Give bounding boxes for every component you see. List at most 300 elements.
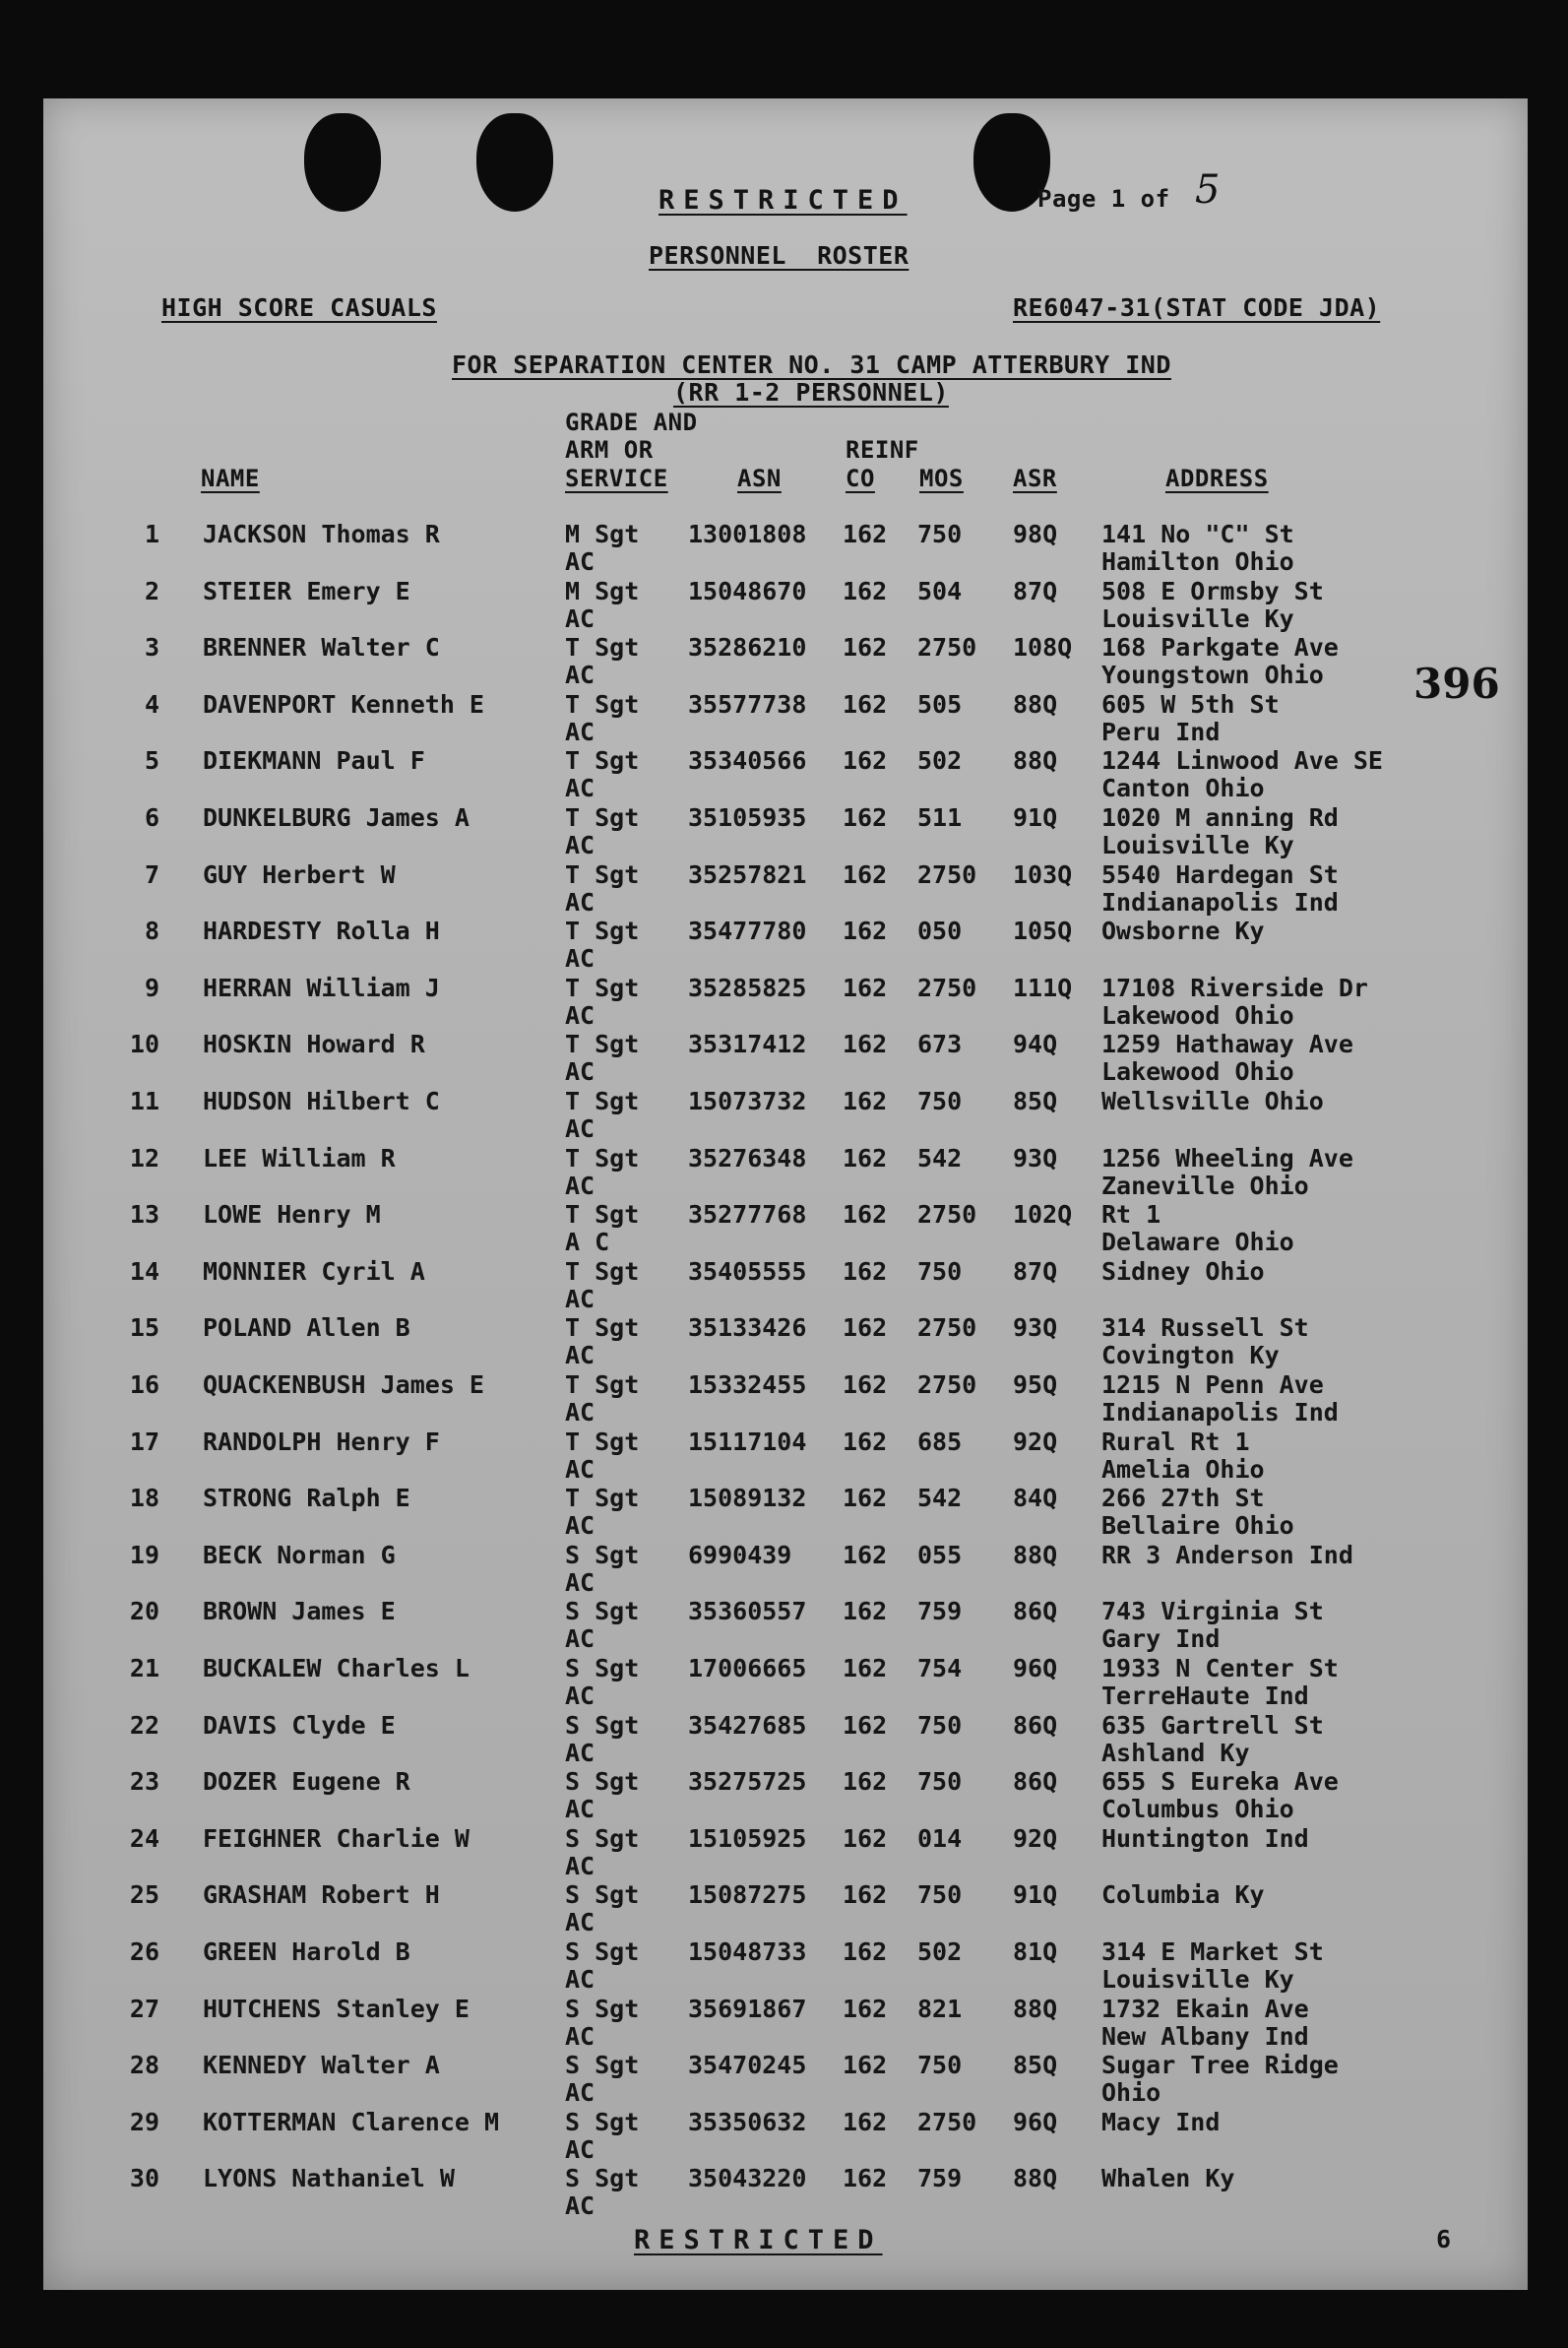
row-mos: 750 xyxy=(917,1087,963,1115)
stamped-number: 396 xyxy=(1413,660,1500,708)
row-number: 23 xyxy=(129,1767,159,1797)
row-arm-service: AC xyxy=(565,1171,596,1200)
row-name: HARDESTY Rolla H xyxy=(203,917,440,946)
row-number: 13 xyxy=(129,1200,159,1230)
row-address-line2: Indianapolis Ind xyxy=(1101,1398,1339,1427)
row-asr: 98Q xyxy=(1013,520,1058,548)
table-row xyxy=(43,2108,1528,2165)
row-address-line1: 1020 M anning Rd xyxy=(1101,803,1339,832)
row-asr: 81Q xyxy=(1013,1937,1058,1966)
row-name: DAVENPORT Kenneth E xyxy=(203,689,484,719)
page-total-handwritten: 5 xyxy=(1195,167,1221,213)
table-row xyxy=(43,2164,1528,2221)
row-co: 162 xyxy=(843,2164,888,2193)
row-grade: S Sgt xyxy=(565,2051,640,2080)
row-address-line2: New Albany Ind xyxy=(1101,2021,1309,2051)
row-co: 162 xyxy=(843,973,888,1002)
row-grade: T Sgt xyxy=(565,633,640,663)
row-address-line1: Rural Rt 1 xyxy=(1101,1427,1250,1456)
row-asn: 17006665 xyxy=(688,1654,807,1682)
row-asr: 93Q xyxy=(1013,1143,1058,1173)
row-mos: 2750 xyxy=(917,633,977,663)
table-row xyxy=(43,1370,1528,1428)
row-co: 162 xyxy=(843,917,888,946)
row-asr: 93Q xyxy=(1013,1313,1058,1343)
row-arm-service: AC xyxy=(565,1908,596,1937)
row-asr: 103Q xyxy=(1013,859,1073,889)
row-asn: 15105925 xyxy=(688,1823,807,1853)
row-grade: T Sgt xyxy=(565,1030,640,1059)
row-co: 162 xyxy=(843,1994,888,2023)
table-row xyxy=(43,1711,1528,1768)
row-arm-service: AC xyxy=(565,661,596,690)
row-grade: M Sgt xyxy=(565,576,640,605)
row-co: 162 xyxy=(843,1540,888,1569)
row-grade: M Sgt xyxy=(565,520,640,548)
row-asn: 35043220 xyxy=(688,2164,807,2193)
row-arm-service: AC xyxy=(565,2134,596,2164)
row-grade: T Sgt xyxy=(565,746,640,776)
row-arm-service: AC xyxy=(565,1398,596,1427)
row-mos: 055 xyxy=(917,1540,963,1569)
row-arm-service: AC xyxy=(565,1341,596,1370)
row-name: HERRAN William J xyxy=(203,973,440,1002)
row-grade: S Sgt xyxy=(565,1597,640,1626)
punch-hole xyxy=(304,113,381,212)
table-row xyxy=(43,1030,1528,1087)
row-asn: 15089132 xyxy=(688,1484,807,1513)
row-name: MONNIER Cyril A xyxy=(203,1256,425,1286)
row-arm-service: AC xyxy=(565,717,596,746)
row-asr: 108Q xyxy=(1013,633,1073,663)
row-asr: 91Q xyxy=(1013,803,1058,832)
row-mos: 505 xyxy=(917,689,963,719)
row-asn: 35691867 xyxy=(688,1994,807,2023)
unit-title: HIGH SCORE CASUALS xyxy=(161,293,437,322)
row-address-line2: Zaneville Ohio xyxy=(1101,1171,1309,1200)
row-grade: T Sgt xyxy=(565,1200,640,1230)
row-arm-service: AC xyxy=(565,1284,596,1313)
row-number: 25 xyxy=(129,1880,159,1910)
row-asr: 96Q xyxy=(1013,1654,1058,1682)
row-address-line1: Wellsville Ohio xyxy=(1101,1087,1324,1115)
row-number: 24 xyxy=(129,1823,159,1853)
row-asr: 95Q xyxy=(1013,1370,1058,1399)
row-name: GRASHAM Robert H xyxy=(203,1880,440,1910)
col-asr: ASR xyxy=(1013,465,1057,492)
row-address-line2: Louisville Ky xyxy=(1101,831,1294,859)
stat-code: RE6047-31(STAT CODE JDA) xyxy=(1013,293,1381,322)
row-arm-service: AC xyxy=(565,831,596,859)
row-asn: 35285825 xyxy=(688,973,807,1002)
row-co: 162 xyxy=(843,1200,888,1230)
row-address-line2: Ashland Ky xyxy=(1101,1738,1250,1767)
row-mos: 542 xyxy=(917,1484,963,1513)
row-grade: T Sgt xyxy=(565,917,640,946)
row-asr: 92Q xyxy=(1013,1427,1058,1456)
row-number: 12 xyxy=(129,1143,159,1173)
row-number: 30 xyxy=(129,2164,159,2193)
row-co: 162 xyxy=(843,1823,888,1853)
row-address-line1: Macy Ind xyxy=(1101,2107,1221,2136)
table-row xyxy=(43,746,1528,803)
separation-center: FOR SEPARATION CENTER NO. 31 CAMP ATTERBURY IND xyxy=(452,350,1171,379)
table-row xyxy=(43,1541,1528,1598)
row-name: JACKSON Thomas R xyxy=(203,520,440,548)
row-asr: 86Q xyxy=(1013,1597,1058,1626)
row-mos: 750 xyxy=(917,520,963,548)
row-address-line1: 1259 Hathaway Ave xyxy=(1101,1030,1353,1059)
row-asn: 13001808 xyxy=(688,520,807,548)
row-asr: 105Q xyxy=(1013,917,1073,946)
row-asr: 102Q xyxy=(1013,1200,1073,1230)
row-address-line1: 1244 Linwood Ave SE xyxy=(1101,746,1383,776)
row-mos: 750 xyxy=(917,1880,963,1910)
table-row xyxy=(43,974,1528,1031)
row-address-line1: 1256 Wheeling Ave xyxy=(1101,1143,1353,1173)
row-grade: T Sgt xyxy=(565,1143,640,1173)
row-co: 162 xyxy=(843,689,888,719)
row-asn: 35286210 xyxy=(688,633,807,663)
row-address-line2: Delaware Ohio xyxy=(1101,1228,1294,1257)
row-address-line2: Indianapolis Ind xyxy=(1101,887,1339,917)
row-co: 162 xyxy=(843,1654,888,1682)
row-name: LYONS Nathaniel W xyxy=(203,2164,455,2193)
table-row xyxy=(43,1995,1528,2052)
row-address-line1: 655 S Eureka Ave xyxy=(1101,1767,1339,1797)
row-number: 9 xyxy=(144,973,159,1002)
row-name: DIEKMANN Paul F xyxy=(203,746,425,776)
row-co: 162 xyxy=(843,2051,888,2080)
row-arm-service: AC xyxy=(565,1114,596,1143)
col-mos: MOS xyxy=(919,465,964,492)
row-mos: 2750 xyxy=(917,973,977,1002)
row-arm-service: AC xyxy=(565,603,596,633)
row-mos: 821 xyxy=(917,1994,963,2023)
row-name: DUNKELBURG James A xyxy=(203,803,470,832)
row-name: POLAND Allen B xyxy=(203,1313,410,1343)
row-address-line1: Sugar Tree Ridge xyxy=(1101,2051,1339,2080)
row-address-line1: Huntington Ind xyxy=(1101,1823,1309,1853)
row-asn: 35477780 xyxy=(688,917,807,946)
row-address-line2: Bellaire Ohio xyxy=(1101,1511,1294,1541)
row-name: RANDOLPH Henry F xyxy=(203,1427,440,1456)
row-arm-service: AC xyxy=(565,1738,596,1767)
row-grade: T Sgt xyxy=(565,973,640,1002)
table-row xyxy=(43,690,1528,747)
table-row xyxy=(43,860,1528,918)
row-co: 162 xyxy=(843,1030,888,1059)
row-asn: 35470245 xyxy=(688,2051,807,2080)
row-name: GREEN Harold B xyxy=(203,1937,410,1966)
row-grade: S Sgt xyxy=(565,1767,640,1797)
row-number: 22 xyxy=(129,1710,159,1740)
row-name: DOZER Eugene R xyxy=(203,1767,410,1797)
table-row xyxy=(43,2051,1528,2108)
row-asn: 35340566 xyxy=(688,746,807,776)
row-address-line1: 141 No "C" St xyxy=(1101,520,1294,548)
row-asr: 85Q xyxy=(1013,1087,1058,1115)
row-address-line1: Whalen Ky xyxy=(1101,2164,1235,2193)
row-mos: 502 xyxy=(917,746,963,776)
row-number: 10 xyxy=(129,1030,159,1059)
row-address-line2: Columbus Ohio xyxy=(1101,1795,1294,1824)
row-mos: 673 xyxy=(917,1030,963,1059)
row-address-line1: 508 E Ormsby St xyxy=(1101,576,1324,605)
table-row xyxy=(43,1313,1528,1370)
row-mos: 750 xyxy=(917,2051,963,2080)
row-asr: 96Q xyxy=(1013,2107,1058,2136)
row-arm-service: AC xyxy=(565,774,596,803)
row-number: 19 xyxy=(129,1540,159,1569)
row-mos: 685 xyxy=(917,1427,963,1456)
row-grade: S Sgt xyxy=(565,1823,640,1853)
table-row xyxy=(43,1087,1528,1144)
row-asn: 35275725 xyxy=(688,1767,807,1797)
row-co: 162 xyxy=(843,1370,888,1399)
row-grade: T Sgt xyxy=(565,1370,640,1399)
row-mos: 2750 xyxy=(917,1313,977,1343)
row-address-line1: Owsborne Ky xyxy=(1101,917,1265,946)
table-row xyxy=(43,1597,1528,1654)
row-number: 18 xyxy=(129,1484,159,1513)
row-arm-service: AC xyxy=(565,547,596,576)
row-address-line1: 1933 N Center St xyxy=(1101,1654,1339,1682)
row-co: 162 xyxy=(843,1597,888,1626)
col-service: SERVICE xyxy=(565,465,668,492)
table-row xyxy=(43,1144,1528,1201)
row-mos: 2750 xyxy=(917,859,977,889)
col-name: NAME xyxy=(201,465,260,492)
row-mos: 542 xyxy=(917,1143,963,1173)
row-address-line2: Amelia Ohio xyxy=(1101,1454,1265,1484)
row-address-line1: 605 W 5th St xyxy=(1101,689,1280,719)
row-mos: 754 xyxy=(917,1654,963,1682)
row-address-line1: 1732 Ekain Ave xyxy=(1101,1994,1309,2023)
punch-hole xyxy=(476,113,553,212)
row-arm-service: AC xyxy=(565,1567,596,1597)
row-mos: 504 xyxy=(917,576,963,605)
row-grade: T Sgt xyxy=(565,1087,640,1115)
row-name: LEE William R xyxy=(203,1143,396,1173)
row-asn: 35277768 xyxy=(688,1200,807,1230)
row-grade: S Sgt xyxy=(565,1654,640,1682)
row-number: 20 xyxy=(129,1597,159,1626)
row-name: BECK Norman G xyxy=(203,1540,396,1569)
row-arm-service: AC xyxy=(565,2021,596,2051)
row-grade: T Sgt xyxy=(565,689,640,719)
row-number: 1 xyxy=(144,520,159,548)
row-grade: T Sgt xyxy=(565,859,640,889)
row-address-line2: Canton Ohio xyxy=(1101,774,1265,803)
row-asr: 88Q xyxy=(1013,689,1058,719)
page-label: Page 1 of xyxy=(1037,185,1170,213)
row-co: 162 xyxy=(843,520,888,548)
row-number: 14 xyxy=(129,1256,159,1286)
table-row xyxy=(43,1767,1528,1824)
restricted-top: RESTRICTED xyxy=(659,185,908,216)
row-address-line2: Louisville Ky xyxy=(1101,603,1294,633)
table-row xyxy=(43,917,1528,974)
row-arm-service: AC xyxy=(565,1511,596,1541)
row-mos: 759 xyxy=(917,1597,963,1626)
row-number: 6 xyxy=(144,803,159,832)
row-mos: 050 xyxy=(917,917,963,946)
col-address: ADDRESS xyxy=(1165,465,1269,492)
row-asn: 35405555 xyxy=(688,1256,807,1286)
table-row xyxy=(43,1880,1528,1937)
row-grade: S Sgt xyxy=(565,1540,640,1569)
row-asr: 87Q xyxy=(1013,576,1058,605)
row-asr: 91Q xyxy=(1013,1880,1058,1910)
row-address-line2: Peru Ind xyxy=(1101,717,1221,746)
row-mos: 2750 xyxy=(917,1370,977,1399)
row-asr: 86Q xyxy=(1013,1767,1058,1797)
row-arm-service: AC xyxy=(565,887,596,917)
row-co: 162 xyxy=(843,1143,888,1173)
row-grade: T Sgt xyxy=(565,1484,640,1513)
row-mos: 750 xyxy=(917,1710,963,1740)
row-mos: 2750 xyxy=(917,1200,977,1230)
row-grade: S Sgt xyxy=(565,2164,640,2193)
row-arm-service: AC xyxy=(565,2078,596,2108)
row-mos: 014 xyxy=(917,1823,963,1853)
row-asn: 6990439 xyxy=(688,1540,792,1569)
row-number: 27 xyxy=(129,1994,159,2023)
row-address-line1: 743 Virginia St xyxy=(1101,1597,1324,1626)
row-number: 5 xyxy=(144,746,159,776)
row-grade: S Sgt xyxy=(565,1937,640,1966)
row-co: 162 xyxy=(843,803,888,832)
row-asn: 35427685 xyxy=(688,1710,807,1740)
col-reinf: REINF xyxy=(846,436,919,464)
row-name: KOTTERMAN Clarence M xyxy=(203,2107,500,2136)
row-name: HUTCHENS Stanley E xyxy=(203,1994,470,2023)
row-name: LOWE Henry M xyxy=(203,1200,381,1230)
row-name: BROWN James E xyxy=(203,1597,396,1626)
row-number: 26 xyxy=(129,1937,159,1966)
table-row xyxy=(43,1428,1528,1485)
row-grade: T Sgt xyxy=(565,1427,640,1456)
row-asr: 94Q xyxy=(1013,1030,1058,1059)
row-grade: T Sgt xyxy=(565,803,640,832)
row-co: 162 xyxy=(843,576,888,605)
row-grade: T Sgt xyxy=(565,1256,640,1286)
table-row xyxy=(43,1824,1528,1881)
row-name: DAVIS Clyde E xyxy=(203,1710,396,1740)
row-grade: S Sgt xyxy=(565,1880,640,1910)
row-number: 3 xyxy=(144,633,159,663)
row-arm-service: AC xyxy=(565,1057,596,1087)
table-row xyxy=(43,1937,1528,1995)
row-arm-service: AC xyxy=(565,944,596,974)
row-address-line2: Youngstown Ohio xyxy=(1101,661,1324,690)
row-number: 29 xyxy=(129,2107,159,2136)
row-co: 162 xyxy=(843,2107,888,2136)
table-row xyxy=(43,577,1528,634)
row-asr: 88Q xyxy=(1013,1994,1058,2023)
table-row xyxy=(43,520,1528,577)
table-row xyxy=(43,803,1528,860)
roster-title: PERSONNEL ROSTER xyxy=(649,241,909,270)
row-address-line1: Columbia Ky xyxy=(1101,1880,1265,1910)
row-address-line2: TerreHaute Ind xyxy=(1101,1682,1309,1710)
row-co: 162 xyxy=(843,1937,888,1966)
row-name: BRENNER Walter C xyxy=(203,633,440,663)
row-co: 162 xyxy=(843,633,888,663)
row-asr: 88Q xyxy=(1013,1540,1058,1569)
row-asn: 15048670 xyxy=(688,576,807,605)
row-number: 28 xyxy=(129,2051,159,2080)
row-number: 16 xyxy=(129,1370,159,1399)
table-row xyxy=(43,1484,1528,1541)
row-name: HOSKIN Howard R xyxy=(203,1030,425,1059)
row-co: 162 xyxy=(843,1710,888,1740)
row-asn: 35105935 xyxy=(688,803,807,832)
row-arm-service: AC xyxy=(565,1851,596,1880)
row-name: HUDSON Hilbert C xyxy=(203,1087,440,1115)
row-co: 162 xyxy=(843,1767,888,1797)
row-address-line1: 314 E Market St xyxy=(1101,1937,1324,1966)
row-asn: 35350632 xyxy=(688,2107,807,2136)
row-address-line2: Louisville Ky xyxy=(1101,1965,1294,1994)
row-asn: 35133426 xyxy=(688,1313,807,1343)
row-asr: 84Q xyxy=(1013,1484,1058,1513)
row-grade: S Sgt xyxy=(565,1710,640,1740)
row-asr: 87Q xyxy=(1013,1256,1058,1286)
row-arm-service: AC xyxy=(565,1795,596,1824)
row-asn: 15048733 xyxy=(688,1937,807,1966)
table-row xyxy=(43,1257,1528,1314)
row-asn: 15332455 xyxy=(688,1370,807,1399)
row-asn: 35317412 xyxy=(688,1030,807,1059)
row-asn: 35257821 xyxy=(688,859,807,889)
row-address-line1: 635 Gartrell St xyxy=(1101,1710,1324,1740)
row-arm-service: AC xyxy=(565,1000,596,1030)
row-arm-service: AC xyxy=(565,2191,596,2221)
row-address-line1: Sidney Ohio xyxy=(1101,1256,1265,1286)
row-arm-service: AC xyxy=(565,1682,596,1710)
row-address-line1: RR 3 Anderson Ind xyxy=(1101,1540,1353,1569)
row-address-line2: Lakewood Ohio xyxy=(1101,1000,1294,1030)
row-address-line2: Hamilton Ohio xyxy=(1101,547,1294,576)
table-row xyxy=(43,1654,1528,1711)
row-address-line2: Ohio xyxy=(1101,2078,1161,2108)
table-row xyxy=(43,1200,1528,1257)
table-row xyxy=(43,633,1528,690)
row-arm-service: A C xyxy=(565,1228,610,1257)
row-asn: 15117104 xyxy=(688,1427,807,1456)
row-asr: 111Q xyxy=(1013,973,1073,1002)
row-co: 162 xyxy=(843,746,888,776)
row-arm-service: AC xyxy=(565,1454,596,1484)
row-asr: 88Q xyxy=(1013,2164,1058,2193)
row-number: 17 xyxy=(129,1427,159,1456)
row-asr: 92Q xyxy=(1013,1823,1058,1853)
row-asn: 15073732 xyxy=(688,1087,807,1115)
row-number: 4 xyxy=(144,689,159,719)
row-name: FEIGHNER Charlie W xyxy=(203,1823,470,1853)
row-grade: S Sgt xyxy=(565,1994,640,2023)
row-co: 162 xyxy=(843,859,888,889)
row-number: 11 xyxy=(129,1087,159,1115)
row-arm-service: AC xyxy=(565,1965,596,1994)
row-asn: 35577738 xyxy=(688,689,807,719)
row-address-line1: 5540 Hardegan St xyxy=(1101,859,1339,889)
row-mos: 759 xyxy=(917,2164,963,2193)
row-co: 162 xyxy=(843,1313,888,1343)
col-grade-2: ARM OR xyxy=(565,436,654,464)
